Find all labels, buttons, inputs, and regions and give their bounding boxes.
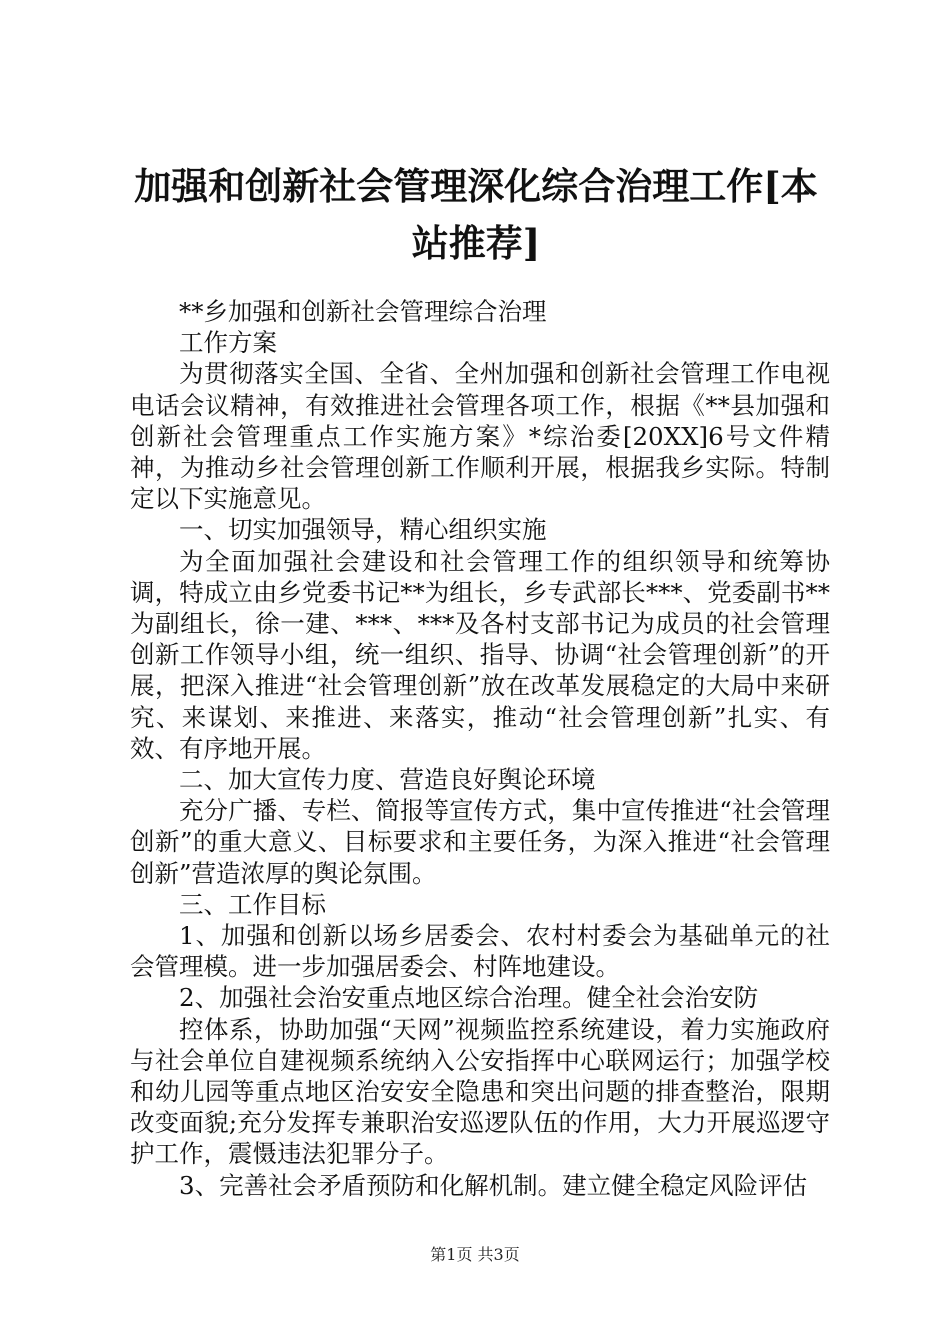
page-number: 第1页 共3页: [430, 1245, 520, 1264]
paragraph-goal-2-cont: 控体系，协助加强“天网”视频监控系统建设，着力实施政府与社会单位自建视频系统纳入公安指挥中心联网运行；加强学校和幼儿园等重点地区治安安全隐患和突出问题的排查整治，限期改变面貌;充分发挥专兼职治安巡逻队伍的作用，大力开展巡逻守护工作，震慑违法犯罪分子。: [130, 1014, 830, 1169]
heading-section-3: 三、工作目标: [179, 889, 326, 919]
paragraph-intro: 为贯彻落实全国、全省、全州加强和创新社会管理工作电视电话会议精神，有效推进社会管理各项工作，根据《**县加强和创新社会管理重点工作实施方案》*综治委[20XX]6号文件精神，为推动乡社会管理创新工作顺利开展，根据我乡实际。特制定以下实施意见。: [130, 359, 830, 514]
paragraph-goal-3: 3、完善社会矛盾预防和化解机制。建立健全稳定风险评估: [179, 1170, 808, 1200]
paragraph-subtitle-2: 工作方案: [179, 328, 277, 358]
heading-section-1: 一、切实加强领导，精心组织实施: [179, 515, 547, 545]
paragraph-section-1: 为全面加强社会建设和社会管理工作的组织领导和统筹协调，特成立由乡党委书记**为组长，乡专武部长***、党委副书**为副组长，徐一建、***、***及各村支部书记为成员的社会管理创新工作领导小组，统一组织、指导、协调“社会管理创新”的开展，把深入推进“社会管理创新”放在改革发展稳定的大局中来研究、来谋划、来推进、来落实，推动“社会管理创新”扎实、有效、有序地开展。: [130, 546, 830, 763]
heading-section-2: 二、加大宣传力度、营造良好舆论环境: [179, 765, 596, 795]
paragraph-goal-2: 2、加强社会治安重点地区综合治理。健全社会治安防: [179, 983, 759, 1013]
paragraph-section-2: 充分广播、专栏、简报等宣传方式，集中宣传推进“社会管理创新”的重大意义、目标要求和主要任务，为深入推进“社会管理创新”营造浓厚的舆论氛围。: [130, 796, 830, 888]
document-title: 加强和创新社会管理深化综合治理工作[本站推荐]: [134, 164, 818, 265]
paragraph-subtitle-1: **乡加强和创新社会管理综合治理: [179, 297, 547, 326]
document-body: [130, 296, 830, 1201]
paragraph-goal-1: 1、加强和创新以场乡居委会、农村村委会为基础单元的社会管理模。进一步加强居委会、村阵地建设。: [130, 921, 830, 982]
